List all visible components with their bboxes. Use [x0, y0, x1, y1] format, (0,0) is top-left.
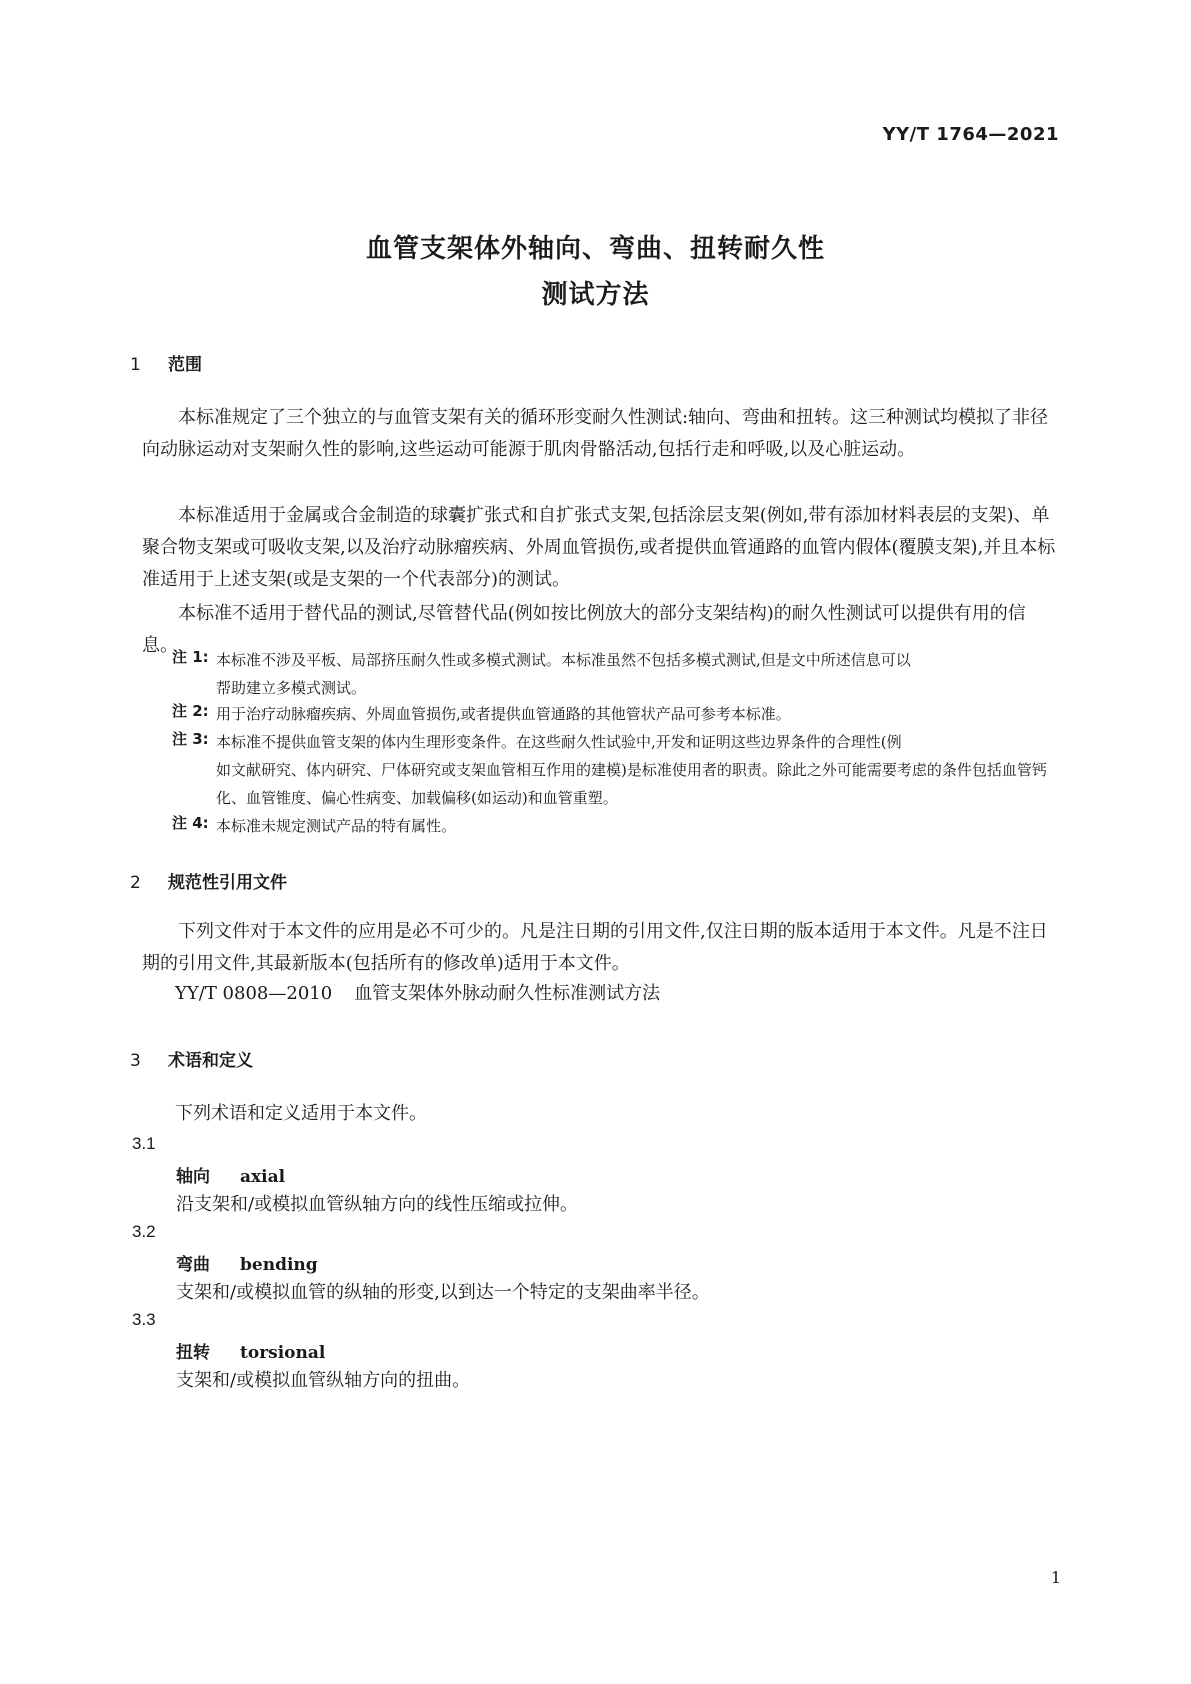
document-code: YY/T 1764—2021	[882, 124, 1059, 145]
term-definition: 支架和/或模拟血管的纵轴的形变,以到达一个特定的支架曲率半径。	[176, 1282, 710, 1303]
term-en: axial	[240, 1167, 286, 1187]
normative-reference	[175, 978, 1055, 1010]
term-number: 3.1	[132, 1134, 156, 1153]
section-number: 3	[130, 1051, 141, 1071]
section-1-paragraph-2: 本标准适用于金属或合金制造的球囊扩张式和自扩张式支架,包括涂层支架(例如,带有添加材料表层的支架)、单聚合物支架或可吸收支架,以及治疗动脉瘤疾病、外周血管损伤,或者提供血管通路的血管内假体(覆膜支架),并且本标准适用于上述支架(或是支架的一个代表部分)的测试。	[142, 505, 1056, 590]
note-1-line1: 本标准不涉及平板、局部挤压耐久性或多模式测试。本标准虽然不包括多模式测试,但是文中所述信息可以	[216, 651, 911, 669]
note-3-line1: 本标准不提供血管支架的体内生理形变条件。在这些耐久性试验中,开发和证明这些边界条件的合理性(例	[216, 733, 902, 751]
section-1-paragraph-3: 本标准不适用于替代品的测试,尽管替代品(例如按比例放大的部分支架结构)的耐久性测试可以提供有用的信息。	[142, 603, 1026, 656]
term-definition: 沿支架和/或模拟血管纵轴方向的线性压缩或拉伸。	[176, 1194, 579, 1215]
term-heading	[176, 1338, 325, 1363]
note-4-text: 本标准未规定测试产品的特有属性。	[216, 817, 457, 835]
section-1-heading	[130, 350, 202, 375]
note-3-label: 注 3:	[172, 730, 209, 748]
section-number: 1	[130, 355, 141, 375]
note-1-label: 注 1:	[172, 648, 209, 666]
term-zh: 弯曲	[176, 1255, 210, 1275]
term-number: 3.3	[132, 1310, 156, 1329]
document-title-line1: 血管支架体外轴向、弯曲、扭转耐久性	[365, 234, 825, 264]
note-3-rest: 如文献研究、体内研究、尸体研究或支架血管相互作用的建模)是标准使用者的职责。除此之外可能需要考虑的条件包括血管钙化、血管锥度、偏心性病变、加载偏移(如运动)和血管重塑。	[216, 761, 1047, 807]
section-title: 规范性引用文件	[168, 873, 287, 893]
term-en: torsional	[240, 1343, 326, 1363]
note-1-text	[216, 646, 1062, 702]
term-zh: 扭转	[176, 1343, 210, 1363]
term-zh: 轴向	[176, 1167, 210, 1187]
term-definition: 支架和/或模拟血管纵轴方向的扭曲。	[176, 1370, 471, 1391]
term-number: 3.2	[132, 1222, 156, 1241]
note-2-label: 注 2:	[172, 702, 209, 720]
section-1-paragraph-1: 本标准规定了三个独立的与血管支架有关的循环形变耐久性测试:轴向、弯曲和扭转。这三种测试均模拟了非径向动脉运动对支架耐久性的影响,这些运动可能源于肌肉骨骼活动,包括行走和呼吸,以及心脏运动。	[142, 407, 1049, 460]
term-heading	[176, 1250, 318, 1275]
note-1-rest: 帮助建立多模式测试。	[216, 679, 367, 697]
section-title: 术语和定义	[168, 1051, 253, 1071]
section-2-heading	[130, 868, 287, 893]
document-title-line2: 测试方法	[541, 280, 650, 310]
section-2-paragraph: 下列文件对于本文件的应用是必不可少的。凡是注日期的引用文件,仅注日期的版本适用于本文件。凡是不注日期的引用文件,其最新版本(包括所有的修改单)适用于本文件。	[142, 921, 1048, 974]
reference-code: YY/T 0808—2010	[175, 983, 333, 1004]
section-3-intro: 下列术语和定义适用于本文件。	[175, 1103, 427, 1124]
section-title: 范围	[168, 355, 202, 375]
note-3-text	[216, 728, 1062, 812]
reference-title: 血管支架体外脉动耐久性标准测试方法	[354, 983, 661, 1004]
section-3-heading	[130, 1046, 253, 1071]
term-heading	[176, 1162, 285, 1187]
page-number: 1	[1050, 1568, 1061, 1587]
section-number: 2	[130, 873, 141, 893]
note-2-text: 用于治疗动脉瘤疾病、外周血管损伤,或者提供血管通路的其他管状产品可参考本标准。	[216, 705, 791, 723]
term-en: bending	[240, 1255, 318, 1275]
note-4-label: 注 4:	[172, 814, 209, 832]
